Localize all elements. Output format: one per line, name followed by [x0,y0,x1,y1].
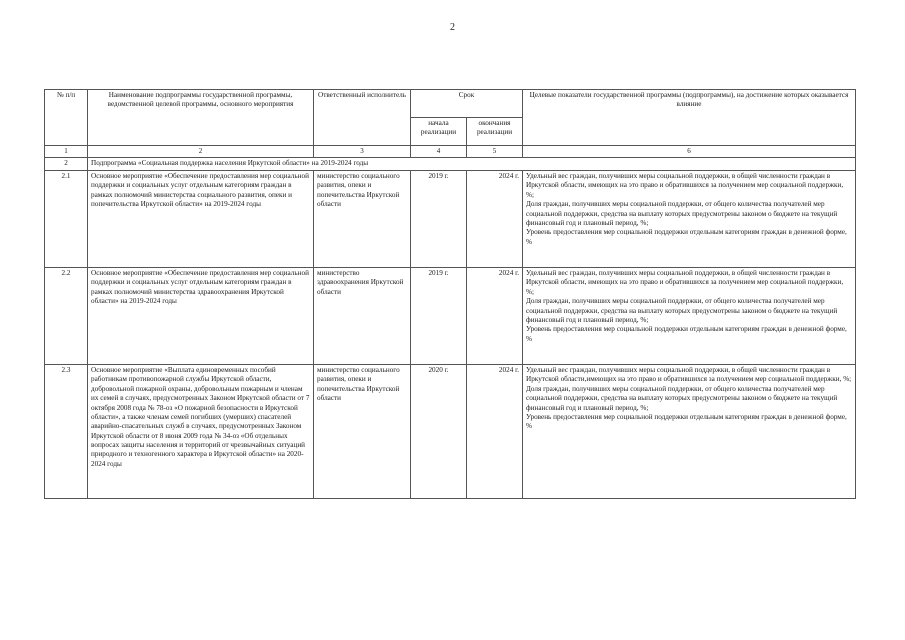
column-number: 6 [523,146,856,158]
row-end: 2024 г. [467,268,523,365]
row-name: Основное мероприятие «Обеспечение предоставления мер социальной поддержки и социальных услуг отдельным категориям граждан в рамках полномочий министерства здравоохранения Иркутской области» на 2019-2024 годы [88,268,314,365]
page-number: 2 [450,22,455,33]
indicator-text: Удельный вес граждан, получивших меры социальной поддержки, в общей численности граждан в Иркутской области, имеющих на это право и обратившихся за получением мер социальной поддержки, %; [526,172,844,199]
row-start: 2020 г. [411,365,467,499]
indicator-text: Доля граждан, получивших меры социальной поддержки, от общего количества получателей мер социальной поддержки, средства на выплату которых предусмотрены законом о бюджете на текущий финансовый год и плановый период, %; [526,200,838,227]
row-end: 2024 г. [467,171,523,268]
header-start: начала реализации [411,118,467,146]
row-name: Основное мероприятие «Обеспечение предоставления мер социальной поддержки и социальных услуг отдельным категориям граждан в рамках полномочий министерства социального развития, опеки и попечительства Иркутской области» на 2019-2024 годы [88,171,314,268]
header-responsible: Ответственный исполнитель [314,90,411,146]
row-num: 2.2 [45,268,88,365]
indicator-text: Уровень предоставления мер социальной поддержки отдельным категориям граждан в денежной форме, % [526,412,847,431]
row-name: Основное мероприятие «Выплата единовременных пособий работникам противопожарной службы Иркутской области, добровольной пожарной охраны, добровольным пожарным и членам их семей в случаях, предусмотренных Законом Иркутской области от 7 октября 2008 года № 78-оз «О пожарной безопасности в Иркутской области», а также членам семей погибших (умерших) спасателей аварийно-спасательных служб в случаях, предусмотренных Законом Иркутской области от 8 июня 2009 года № 34-оз «Об отдельных вопросах защиты населения и территорий от чрезвычайных ситуаций природного и техногенного характера в Иркутской области» на 2020-2024 годы [88,365,314,499]
table-row [45,365,856,499]
row-indicators [523,365,856,499]
row-num: 2.1 [45,171,88,268]
row-indicators [523,171,856,268]
row-num: 2.3 [45,365,88,499]
table-row [45,171,856,268]
row-end: 2024 г. [467,365,523,499]
row-indicators [523,268,856,365]
row-responsible: министерство социального развития, опеки и попечительства Иркутской области [314,171,411,268]
column-number: 3 [314,146,411,158]
program-table [44,89,856,499]
row-responsible: министерство социального развития, опеки и попечительства Иркутской области [314,365,411,499]
indicator-text: Уровень предоставления мер социальной поддержки отдельным категориям граждан в денежной форме, % [526,325,847,343]
header-indicators: Целевые показатели государственной программы (подпрограммы), на достижение которых оказывается влияние [523,90,856,146]
header-end: окончания реализации [467,118,523,146]
table-row [45,268,856,365]
subprogram-title: Подпрограмма «Социальная поддержка населения Иркутской области» на 2019-2024 годы [88,158,856,171]
column-number: 4 [411,146,467,158]
header-num: № п/п [45,90,88,146]
indicator-text: Доля граждан, получивших меры социальной поддержки, от общего количества получателей мер социальной поддержки, средства на выплату которых предусмотрены законом о бюджете на текущий финансовый год и плановый период, %; [526,384,838,412]
column-number: 5 [467,146,523,158]
indicator-text: Удельный вес граждан, получивших меры социальной поддержки, в общей численности граждан в Иркутской области,имеющих на это право и обратившихся за получением мер социальной поддержки, %; [526,366,852,384]
column-number-row [45,146,856,158]
column-number: 1 [45,146,88,158]
table-header-row [45,90,856,118]
header-name: Наименование подпрограммы государственной программы, ведомственной целевой программы, основного мероприятия [88,90,314,146]
indicator-text: Доля граждан, получивших меры социальной поддержки, от общего количества получателей мер социальной поддержки, средства на выплату которых предусмотрены законом о бюджете на текущий финансовый год и плановый период, %; [526,297,838,324]
row-responsible: министерство здравоохранения Иркутской области [314,268,411,365]
header-term: Срок [411,90,523,118]
subprogram-row [45,158,856,171]
row-start: 2019 г. [411,171,467,268]
row-start: 2019 г. [411,268,467,365]
column-number: 2 [88,146,314,158]
indicator-text: Уровень предоставления мер социальной поддержки отдельным категориям граждан в денежной форме, % [526,228,847,246]
subprogram-num: 2 [45,158,88,171]
indicator-text: Удельный вес граждан, получивших меры социальной поддержки, в общей численности граждан в Иркутской области, имеющих на это право и обратившихся за получением мер социальной поддержки, %; [526,269,844,296]
